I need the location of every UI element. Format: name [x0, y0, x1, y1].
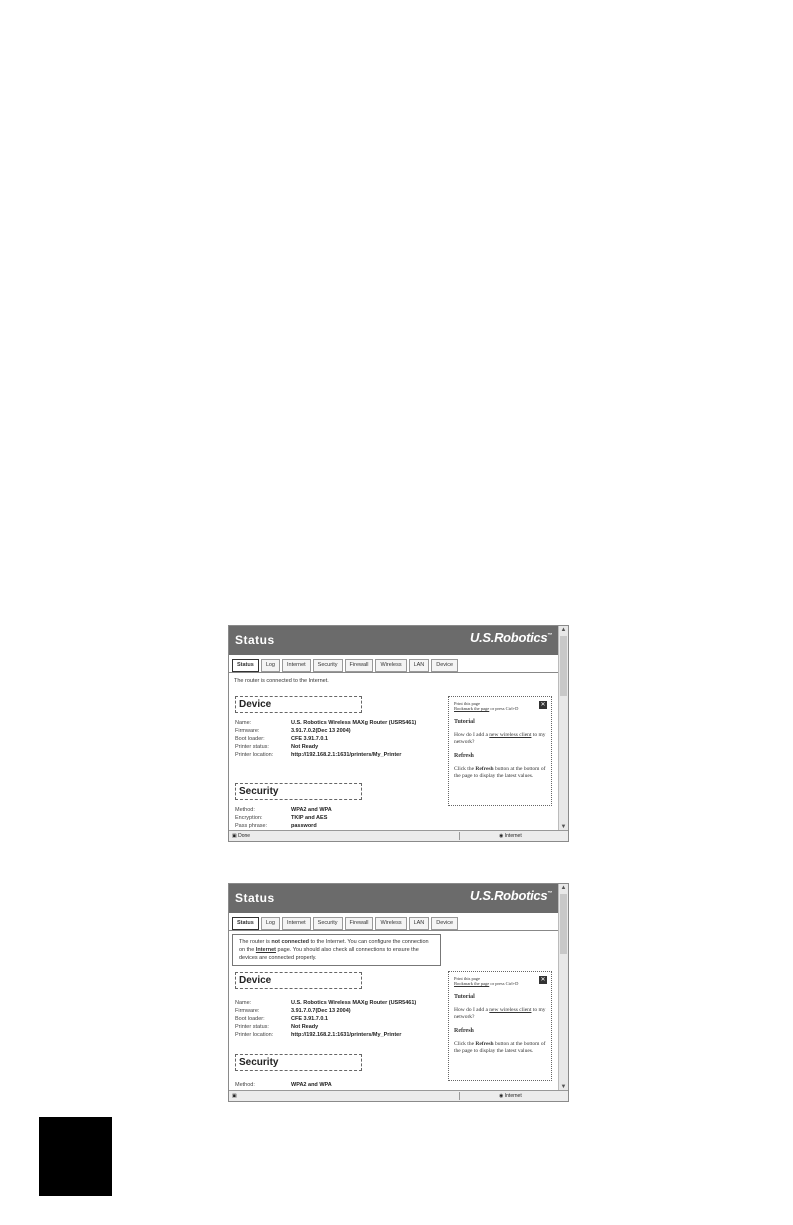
- tab-device[interactable]: Device: [431, 917, 458, 930]
- close-icon[interactable]: ✕: [540, 977, 546, 983]
- internet-page-link[interactable]: Internet: [255, 947, 276, 953]
- page-title: Status: [235, 891, 275, 905]
- tab-divider: [229, 672, 558, 673]
- tab-status[interactable]: Status: [232, 659, 259, 672]
- header-banner: [229, 626, 558, 655]
- page-tab-marker: [39, 1117, 112, 1196]
- tab-lan[interactable]: LAN: [409, 917, 430, 930]
- tab-firewall[interactable]: Firewall: [345, 917, 374, 930]
- tab-lan[interactable]: LAN: [409, 659, 430, 672]
- close-icon[interactable]: ✕: [540, 702, 546, 708]
- new-wireless-client-link[interactable]: new wireless client: [489, 732, 532, 738]
- tab-wireless[interactable]: Wireless: [375, 917, 406, 930]
- status-page-icon: ▣: [232, 1093, 237, 1099]
- help-sidebar: ✕ Print this page Bookmark the page or press Ctrl+D Tutorial How do I add a new wireless client to my network? Refresh Click the Refresh button at the bottom of the page to display the latest values.: [448, 971, 552, 1081]
- new-wireless-client-link[interactable]: new wireless client: [489, 1007, 532, 1013]
- device-section-header: Device: [235, 972, 362, 989]
- browser-status-bar: [229, 830, 568, 841]
- status-done-text: ▣ Done: [232, 833, 251, 839]
- scroll-down-icon[interactable]: ▼: [560, 824, 567, 830]
- status-zone-text: ◉ Internet: [499, 1093, 522, 1099]
- tutorial-text: How do I add a new wireless client to my network?: [454, 732, 546, 745]
- status-page-screenshot-connected: Status U.S.Robotics™ ▲ ▼ Status Log Internet Security Firewall Wireless LAN Device The router is connected to the Internet. Device Name: U.S. Robotics Wireless MAXg Router (USR5461) Firmware: 3.91.7.0.2(Dec 13 2004) Boot loader: CFE 3.91.7.0.1 Printer status: Not Ready Printer location: http://192.168.2.1:1631/printers/My_Printer Security Method: WPA2 and WPA Encryption: TKIP and AES Pass phrase: password ✕ Print this page Bookmark the page or press Ctrl+D Tutorial How do I add a new wireless client to my network? Refresh Click the Refresh button at the bottom of the page to display the latest values. ▣ Done ◉ Internet: [228, 625, 569, 842]
- header-banner: [229, 884, 558, 913]
- print-link[interactable]: Print this page: [454, 976, 480, 981]
- tab-bar: [232, 917, 458, 930]
- scroll-down-icon[interactable]: ▼: [560, 1084, 567, 1090]
- vertical-scrollbar[interactable]: [558, 626, 568, 831]
- bookmark-link[interactable]: Bookmark the page: [454, 981, 490, 986]
- scroll-thumb[interactable]: [560, 636, 567, 696]
- device-section-header: Device: [235, 696, 362, 713]
- tab-status[interactable]: Status: [232, 917, 259, 930]
- scroll-thumb[interactable]: [560, 894, 567, 954]
- tab-security[interactable]: Security: [313, 659, 343, 672]
- usrobotics-logo: U.S.Robotics™: [470, 630, 552, 645]
- help-sidebar: ✕ Print this page Bookmark the page or press Ctrl+D Tutorial How do I add a new wireless client to my network? Refresh Click the Refresh button at the bottom of the page to display the latest values.: [448, 696, 552, 806]
- tab-firewall[interactable]: Firewall: [345, 659, 374, 672]
- tab-device[interactable]: Device: [431, 659, 458, 672]
- refresh-heading: Refresh: [454, 1028, 474, 1034]
- tutorial-text: How do I add a new wireless client to my network?: [454, 1007, 546, 1020]
- tab-security[interactable]: Security: [313, 917, 343, 930]
- security-section-header: Security: [235, 783, 362, 800]
- scroll-up-icon[interactable]: ▲: [560, 627, 567, 633]
- tab-wireless[interactable]: Wireless: [375, 659, 406, 672]
- tab-internet[interactable]: Internet: [282, 659, 311, 672]
- refresh-text: Click the Refresh button at the bottom of the page to display the latest values.: [454, 766, 546, 779]
- tab-log[interactable]: Log: [261, 659, 280, 672]
- scroll-up-icon[interactable]: ▲: [560, 885, 567, 891]
- vertical-scrollbar[interactable]: [558, 884, 568, 1091]
- tab-divider: [229, 930, 558, 931]
- security-section-header: Security: [235, 1054, 362, 1071]
- bookmark-link[interactable]: Bookmark the page: [454, 706, 490, 711]
- page-title: Status: [235, 633, 275, 647]
- usrobotics-logo: U.S.Robotics™: [470, 888, 552, 903]
- tab-bar: [232, 659, 458, 672]
- connection-message: The router is connected to the Internet.: [234, 678, 329, 684]
- not-connected-warning: The router is not connected to the Internet. You can configure the connection on the Internet page. You should also check all connections to ensure the devices are connected properly.: [232, 934, 441, 966]
- print-link[interactable]: Print this page: [454, 701, 480, 706]
- status-zone-text: ◉ Internet: [499, 833, 522, 839]
- refresh-heading: Refresh: [454, 753, 474, 759]
- browser-status-bar: [229, 1090, 568, 1101]
- tab-log[interactable]: Log: [261, 917, 280, 930]
- tutorial-heading: Tutorial: [454, 719, 475, 725]
- refresh-text: Click the Refresh button at the bottom of the page to display the latest values.: [454, 1041, 546, 1054]
- tutorial-heading: Tutorial: [454, 994, 475, 1000]
- status-page-screenshot-not-connected: Status U.S.Robotics™ ▲ ▼ Status Log Internet Security Firewall Wireless LAN Device The router is not connected to the Internet. You can configure the connection on the Internet page. You should also check all connections to ensure the devices are connected properly. Device Name: U.S. Robotics Wireless MAXg Router (USR5461) Firmware: 3.91.7.0.7(Dec 13 2004) Boot loader: CFE 3.91.7.0.1 Printer status: Not Ready Printer location: http://192.168.2.1:1631/printers/My_Printer Security Method: WPA2 and WPA ✕ Print this page Bookmark the page or press Ctrl+D Tutorial How do I add a new wireless client to my network? Refresh Click the Refresh button at the bottom of the page to display the latest values. ▣ ◉ Internet: [228, 883, 569, 1102]
- tab-internet[interactable]: Internet: [282, 917, 311, 930]
